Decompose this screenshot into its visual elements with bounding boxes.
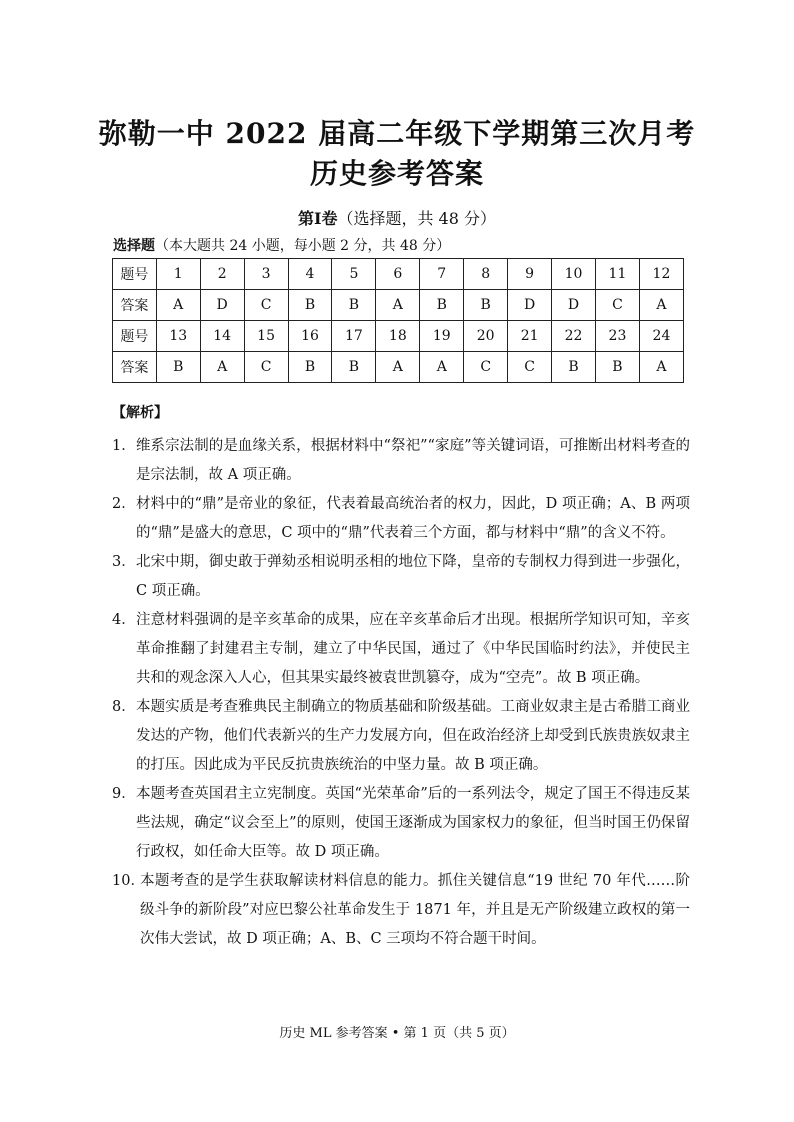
table-row-answers-2	[113, 352, 684, 383]
question-number: 19	[420, 321, 464, 352]
answer-cell: B	[156, 352, 200, 383]
list-item	[112, 432, 690, 490]
section-note-desc: （本大题共 24 小题，每小题 2 分，共 48 分）	[155, 238, 451, 254]
row-label: 答案	[113, 352, 157, 383]
question-number: 16	[288, 321, 332, 352]
answer-title: 历史参考答案	[309, 157, 484, 190]
answer-cell: B	[332, 290, 376, 321]
answer-cell: B	[420, 290, 464, 321]
row-label: 题号	[113, 259, 157, 290]
question-number: 14	[200, 321, 244, 352]
row-label: 题号	[113, 321, 157, 352]
part-desc: （选择题，共 48 分）	[337, 209, 497, 228]
row-label: 答案	[113, 290, 157, 321]
question-number: 9	[508, 259, 552, 290]
question-number: 12	[639, 259, 683, 290]
answer-cell: B	[288, 352, 332, 383]
answer-cell: A	[420, 352, 464, 383]
list-item	[112, 606, 690, 693]
answer-cell: B	[595, 352, 639, 383]
question-number: 5	[332, 259, 376, 290]
table-row-numbers-1	[113, 259, 684, 290]
item-text: 注意材料强调的是辛亥革命的成果，应在辛亥革命后才出现。根据所学知识可知，辛亥革命推翻了封建君主专制，建立了中华民国，通过了《中华民国临时约法》，并使民主共和的观念深入人心，但其果实最终被袁世凯篡夺，成为“空壳”。故 B 项正确。	[136, 612, 690, 686]
item-text: 维系宗法制的是血缘关系，根据材料中“祭祀”“家庭”等关键词语，可推断出材料考查的是宗法制，故 A 项正确。	[136, 438, 690, 483]
answer-cell: B	[552, 352, 596, 383]
item-number: 3．	[112, 554, 136, 570]
exam-title: 弥勒一中 2022 届高二年级下学期第三次月考	[98, 117, 696, 150]
question-number: 24	[639, 321, 683, 352]
answer-cell: D	[200, 290, 244, 321]
question-number: 2	[200, 259, 244, 290]
section-note	[113, 235, 450, 255]
item-number: 2．	[112, 496, 136, 512]
answer-cell: D	[552, 290, 596, 321]
answer-cell: A	[156, 290, 200, 321]
question-number: 22	[552, 321, 596, 352]
answer-cell: A	[376, 352, 420, 383]
question-number: 6	[376, 259, 420, 290]
question-number: 11	[595, 259, 639, 290]
table-row-answers-1	[113, 290, 684, 321]
item-number: 4．	[112, 612, 136, 628]
item-text: 北宋中期，御史敢于弹劾丞相说明丞相的地位下降，皇帝的专制权力得到进一步强化，C 项正确。	[136, 554, 690, 599]
item-number: 8．	[112, 699, 136, 715]
table-row-numbers-2	[113, 321, 684, 352]
question-number: 3	[244, 259, 288, 290]
question-number: 17	[332, 321, 376, 352]
item-number: 1．	[112, 438, 136, 454]
list-item	[112, 548, 690, 606]
answer-cell: A	[200, 352, 244, 383]
answer-cell: C	[244, 290, 288, 321]
list-item	[112, 693, 690, 780]
item-text: 本题实质是考查雅典民主制确立的物质基础和阶级基础。工商业奴隶主是古希腊工商业发达的产物，他们代表新兴的生产力发展方向，但在政治经济上却受到氏族贵族奴隶主的打压。因此成为平民反抗贵族统治的中坚力量。故 B 项正确。	[136, 699, 690, 773]
page-footer: 历史 ML 参考答案 • 第 1 页（共 5 页）	[279, 1026, 515, 1041]
part-label: 第Ⅰ卷	[297, 209, 338, 228]
answer-table	[112, 258, 684, 383]
question-number: 23	[595, 321, 639, 352]
answer-cell: B	[332, 352, 376, 383]
question-number: 21	[508, 321, 552, 352]
answer-cell: C	[595, 290, 639, 321]
list-item	[112, 780, 690, 867]
list-item	[112, 490, 690, 548]
question-number: 8	[464, 259, 508, 290]
question-number: 7	[420, 259, 464, 290]
question-number: 10	[552, 259, 596, 290]
answer-cell: C	[464, 352, 508, 383]
answer-cell: A	[639, 290, 683, 321]
item-number: 9．	[112, 786, 136, 802]
question-number: 1	[156, 259, 200, 290]
analysis-list	[112, 432, 690, 954]
answer-cell: A	[376, 290, 420, 321]
item-number: 10．	[112, 873, 145, 889]
answer-cell: B	[288, 290, 332, 321]
part-heading	[0, 206, 794, 229]
answer-cell: D	[508, 290, 552, 321]
item-text: 本题考查的是学生获取解读材料信息的能力。抓住关键信息“19 世纪 70 年代……阶级斗争的新阶段”对应巴黎公社革命发生于 1871 年，并且是无产阶级建立政权的第一次伟大尝试，故 D 项正确；A、B、C 三项均不符合题干时间。	[140, 873, 690, 947]
question-number: 18	[376, 321, 420, 352]
question-number: 15	[244, 321, 288, 352]
list-item	[112, 867, 690, 954]
question-number: 4	[288, 259, 332, 290]
answer-cell: C	[508, 352, 552, 383]
answer-cell: A	[639, 352, 683, 383]
item-text: 本题考查英国君主立宪制度。英国“光荣革命”后的一系列法令，规定了国王不得违反某些法规，确定“议会至上”的原则，使国王逐渐成为国家权力的象征，但当时国王仍保留行政权，如任命大臣等。故 D 项正确。	[136, 786, 690, 860]
answer-cell: B	[464, 290, 508, 321]
section-note-label: 选择题	[113, 238, 155, 254]
answer-cell: C	[244, 352, 288, 383]
analysis-heading: 【解析】	[112, 405, 168, 421]
question-number: 20	[464, 321, 508, 352]
item-text: 材料中的“鼎”是帝业的象征，代表着最高统治者的权力，因此，D 项正确；A、B 两项的“鼎”是盛大的意思，C 项中的“鼎”代表着三个方面，都与材料中“鼎”的含义不符。	[136, 496, 690, 541]
question-number: 13	[156, 321, 200, 352]
